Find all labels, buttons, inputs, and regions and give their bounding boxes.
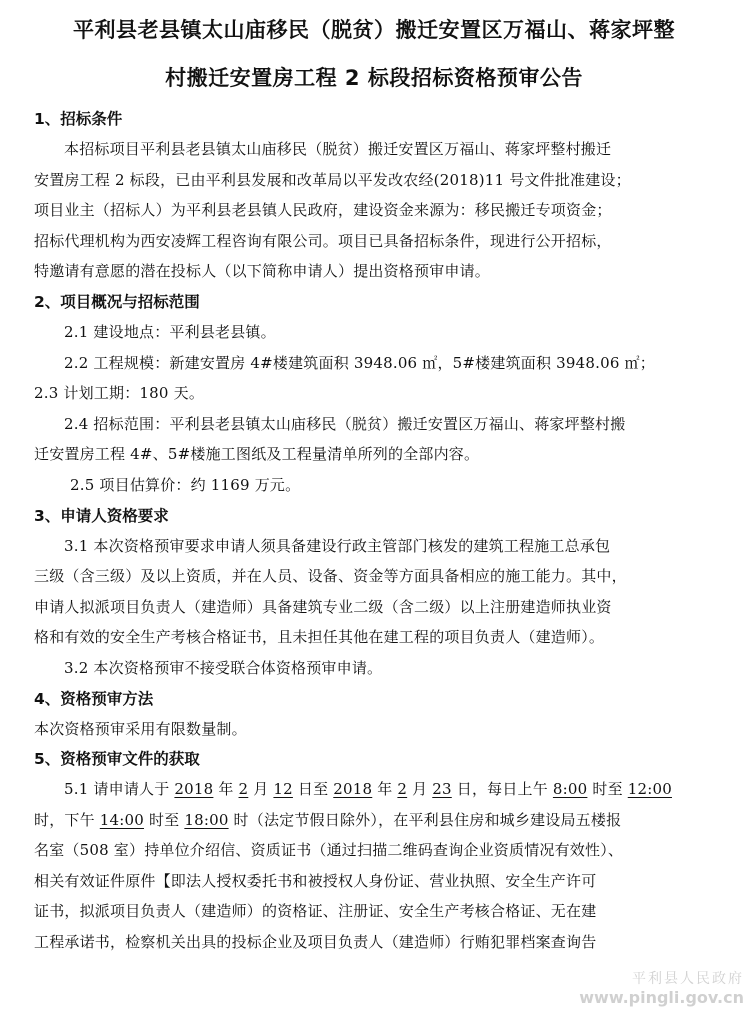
section-2-location: 2.1 建设地点：平利县老县镇。 <box>64 322 276 341</box>
section-5-heading: 5、资格预审文件的获取 <box>34 750 200 769</box>
date-day: 12 <box>273 780 293 799</box>
text-fragment: 年 <box>213 780 239 799</box>
text-fragment: 月 <box>248 780 274 799</box>
section-5-line: 证书，拟派项目负责人（建造师）的资格证、注册证、安全生产考核合格证、无在建 <box>34 902 597 921</box>
text-fragment: 时（法定节假日除外），在平利县住房和城乡建设局五楼报 <box>228 810 622 829</box>
section-4-heading: 4、资格预审方法 <box>34 689 154 708</box>
section-2-scope-line: 2.4 招标范围：平利县老县镇太山庙移民（脱贫）搬迁安置区万福山、蒋家坪整村搬 <box>64 414 626 433</box>
time-value: 14:00 <box>99 810 145 829</box>
text-fragment: 日，每日上午 <box>451 780 553 799</box>
text-fragment: 5.1 请申请人于 <box>64 780 175 799</box>
section-1-line: 项目业主（招标人）为平利县老县镇人民政府，建设资金来源为：移民搬迁专项资金； <box>34 201 612 220</box>
section-1-heading: 1、招标条件 <box>34 110 123 128</box>
watermark-url: www.pingli.gov.cn <box>579 988 744 1007</box>
text-fragment: 时至 <box>587 780 628 799</box>
section-1-line: 招标代理机构为西安凌辉工程咨询有限公司。项目已具备招标条件，现进行公开招标， <box>34 231 612 250</box>
time-value: 8:00 <box>552 780 588 799</box>
section-3-line: 3.1 本次资格预审要求申请人须具备建设行政主管部门核发的建筑工程施工总承包 <box>64 536 611 555</box>
section-2-scope-line: 迁安置房工程 4#、5#楼施工图纸及工程量清单所列的全部内容。 <box>34 445 480 464</box>
section-2-heading: 2、项目概况与招标范围 <box>34 292 200 311</box>
section-3-line: 格和有效的安全生产考核合格证书，且未担任其他在建工程的项目负责人（建造师）。 <box>34 628 605 647</box>
section-4-method: 本次资格预审采用有限数量制。 <box>34 719 247 738</box>
text-fragment: 时，下午 <box>34 810 100 829</box>
date-year: 2018 <box>333 780 373 799</box>
section-3-line: 申请人拟派项目负责人（建造师）具备建筑专业二级（含二级）以上注册建造师执业资 <box>34 597 612 616</box>
time-value: 18:00 <box>184 810 229 829</box>
text-fragment: 时至 <box>144 810 185 829</box>
section-1-line: 本招标项目平利县老县镇太山庙移民（脱贫）搬迁安置区万福山、蒋家坪整村搬迁 <box>64 140 612 158</box>
section-3-consortium: 3.2 本次资格预审不接受联合体资格预审申请。 <box>64 658 383 677</box>
section-2-duration: 2.3 计划工期：180 天。 <box>34 384 205 403</box>
text-fragment: 年 <box>372 780 398 799</box>
date-year: 2018 <box>174 780 214 799</box>
title-line-1: 平利县老县镇太山庙移民（脱贫）搬迁安置区万福山、蒋家坪整 <box>73 18 675 42</box>
section-1-line: 特邀请有意愿的潜在投标人（以下简称申请人）提出资格预审申请。 <box>34 262 491 281</box>
section-3-line: 三级（含三级）及以上资质，并在人员、设备、资金等方面具备相应的施工能力。其中， <box>34 567 627 586</box>
date-month: 2 <box>238 780 249 799</box>
text-fragment: 月 <box>407 780 433 799</box>
time-value: 12:00 <box>627 780 672 799</box>
section-1-line: 安置房工程 2 标段，已由平利县发展和改革局以平发改农经(2018)11 号文件批准建设； <box>34 170 631 189</box>
section-5-line-2 <box>34 805 714 836</box>
section-3-heading: 3、申请人资格要求 <box>34 506 169 525</box>
section-2-scale: 2.2 工程规模：新建安置房 4#楼建筑面积 3948.06 ㎡，5#楼建筑面积 3948.06 ㎡； <box>64 353 655 372</box>
date-day: 23 <box>432 780 452 799</box>
title-line-2: 村搬迁安置房工程 2 标段招标资格预审公告 <box>165 66 583 90</box>
text-fragment: 日至 <box>292 780 334 799</box>
section-5-line: 相关有效证件原件【即法人授权委托书和被授权人身份证、营业执照、安全生产许可 <box>34 871 597 890</box>
date-month: 2 <box>397 780 408 799</box>
watermark-text: 平利县人民政府 <box>632 971 744 987</box>
section-2-estimate: 2.5 项目估算价：约 1169 万元。 <box>70 475 301 494</box>
section-5-line-1 <box>34 774 714 805</box>
document-title <box>34 6 714 102</box>
section-5-line: 工程承诺书，检察机关出具的投标企业及项目负责人（建造师）行贿犯罪档案查询告 <box>34 933 597 952</box>
section-5-line: 名室（508 室）持单位介绍信、资质证书（通过扫描二维码查询企业资质情况有效性）、 <box>34 841 624 860</box>
